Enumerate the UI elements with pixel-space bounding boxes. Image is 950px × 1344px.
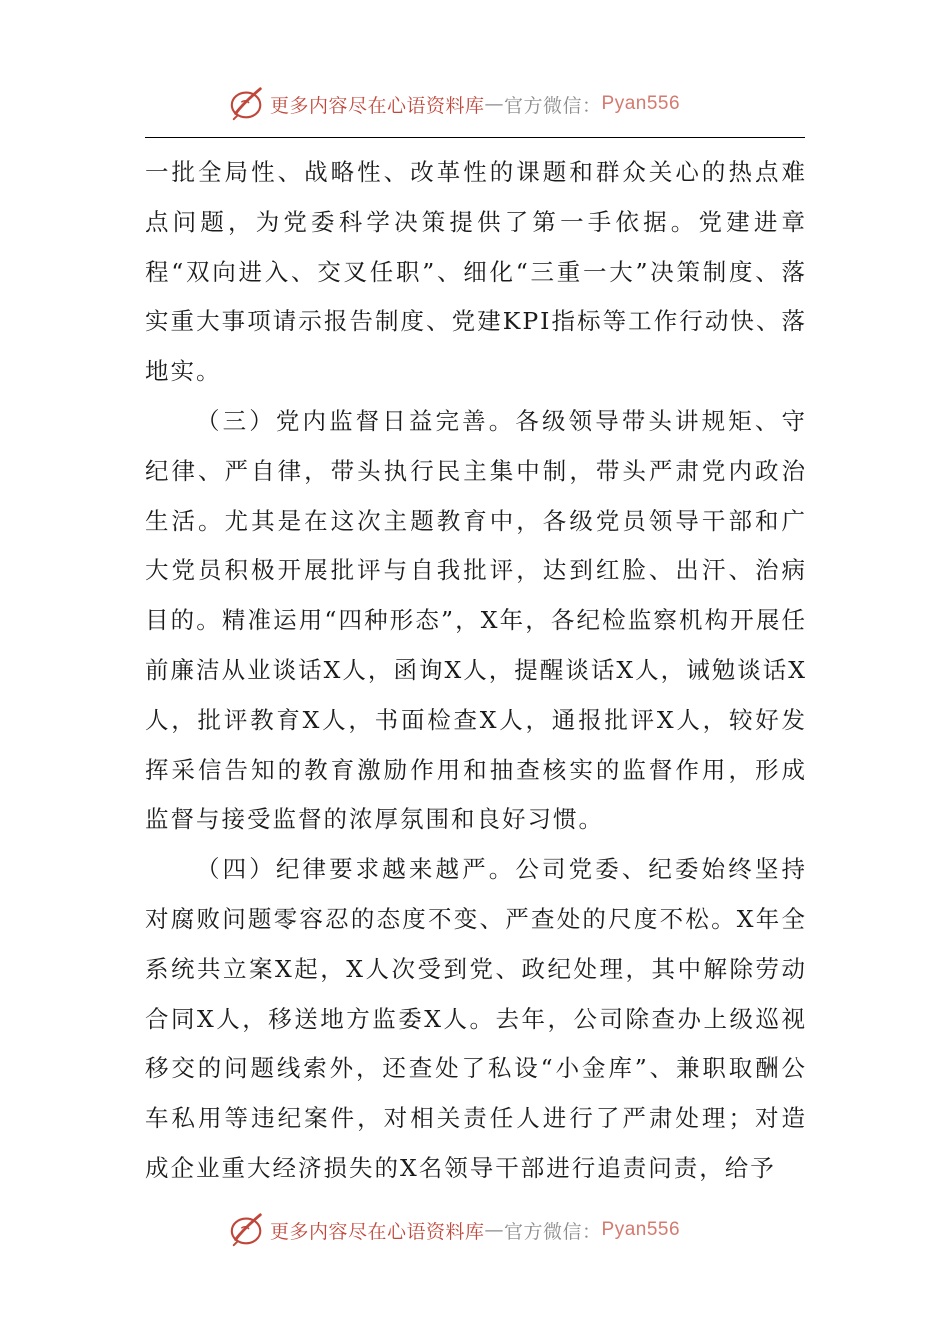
header-watermark: [228, 84, 680, 124]
pen-circle-logo-icon: [228, 85, 266, 123]
watermark-official-label: 官方微信：: [504, 1220, 602, 1243]
watermark-dash: —: [484, 93, 505, 115]
paragraph-continued: 一批全局性、战略性、改革性的课题和群众关心的热点难点问题，为党委科学决策提供了第一手依据。党建进章程“双向进入、交叉任职”、细化“三重一大”决策制度、落实重大事项请示报告制度、党建KPI指标等工作行动快、落地实。: [145, 158, 807, 386]
watermark-wechat-id: Pyan556: [601, 1219, 681, 1240]
watermark-official-label: 官方微信：: [504, 94, 602, 117]
header-divider: [145, 137, 805, 138]
paragraph-discipline: （四）纪律要求越来越严。公司党委、纪委始终坚持对腐败问题零容忍的态度不变、严查处的尺度不松。X年全系统共立案X起，X人次受到党、政纪处理，其中解除劳动合同X人，移送地方监委X人。去年，公司除查办上级巡视移交的问题线索外，还查处了私设“小金库”、兼职取酬公车私用等违纪案件，对相关责任人进行了严肃处理；对造成企业重大经济损失的X名领导干部进行追责问责，给予: [145, 855, 807, 1182]
watermark-main-text: 更多内容尽在心语资料库: [270, 94, 485, 117]
footer-watermark: [228, 1210, 680, 1250]
paragraph-oversight: （三）党内监督日益完善。各级领导带头讲规矩、守纪律、严自律，带头执行民主集中制，带头严肃党内政治生活。尤其是在这次主题教育中，各级党员领导干部和广大党员积极开展批评与自我批评，达到红脸、出汗、治病目的。精准运用“四种形态”，X年，各纪检监察机构开展任前廉洁从业谈话X人，函询X人，提醒谈话X人，诫勉谈话X人，批评教育X人，书面检查X人，通报批评X人，较好发挥采信告知的教育激励作用和抽查核实的监督作用，形成监督与接受监督的浓厚氛围和良好习惯。: [145, 406, 807, 834]
document-body: [145, 148, 807, 1194]
pen-circle-logo-icon: [228, 1211, 266, 1249]
watermark-dash: —: [484, 1219, 505, 1241]
watermark-main-text: 更多内容尽在心语资料库: [270, 1220, 485, 1243]
watermark-wechat-id: Pyan556: [601, 93, 681, 114]
